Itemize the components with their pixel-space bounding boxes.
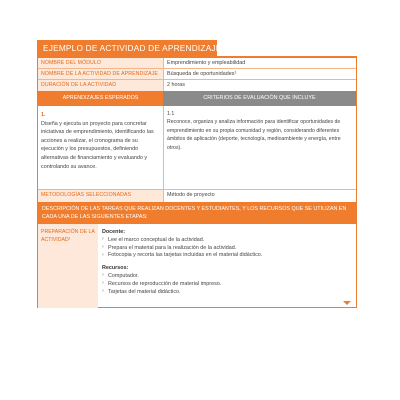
learning-number: 1. — [41, 112, 46, 118]
list-item: › Computador. — [102, 273, 352, 281]
continue-arrow-icon — [343, 301, 351, 305]
info-value: 2 horas — [163, 80, 356, 91]
preparation-label: PREPARACIÓN DE LA ACTIVIDAD¹ — [38, 224, 98, 308]
criteria-text: Reconoce, organiza y analiza información para identificar oportunidades de emprendimiento en su propia comunidad y región, considerando diferentes ámbitos de aplicación (deporte, tecnología, medioambiente y energía, entre otros). — [167, 119, 341, 151]
activity-table — [37, 56, 357, 308]
info-row-module — [38, 58, 356, 69]
docente-title: Docente: — [102, 229, 126, 235]
description-header: DESCRIPCIÓN DE LAS TAREAS QUE REALIZAN DOCENTES Y ESTUDIANTES, Y LOS RECURSOS QUE SE UTILIZAN EN CADA UNA DE LAS SIGUIENTES ETAPAS: — [38, 202, 356, 224]
info-label: NOMBRE DE LA ACTIVIDAD DE APRENDIZAJE — [38, 69, 163, 79]
criteria-number: 1.1 — [167, 111, 175, 117]
learning-criteria-row — [38, 106, 356, 189]
activity-title-tab: EJEMPLO DE ACTIVIDAD DE APRENDIZAJE — [37, 40, 217, 56]
list-item: › Prepara el material para la realización de la actividad. — [102, 245, 352, 253]
criteria-header: CRITERIOS DE EVALUACIÓN QUE INCLUYE — [163, 91, 356, 106]
methodology-value: Método de proyecto — [163, 190, 356, 202]
preparation-body — [98, 224, 356, 308]
recursos-title: Recursos: — [102, 265, 129, 272]
methodology-label: METODOLOGÍAS SELECCIONADAS — [38, 190, 163, 202]
info-label: DURACIÓN DE LA ACTIVIDAD — [38, 80, 163, 91]
list-item: › Tarjetas del material didáctico. — [102, 289, 352, 297]
evaluation-criteria — [163, 106, 356, 189]
methodology-row — [38, 189, 356, 202]
info-label: NOMBRE DEL MÓDULO — [38, 58, 163, 68]
info-value: Búsqueda de oportunidades¹ — [163, 69, 356, 79]
list-item: › Lee el marco conceptual de la actividad. — [102, 237, 352, 245]
section-header-row — [38, 91, 356, 106]
info-row-duration — [38, 80, 356, 91]
info-value: Emprendimiento y empleabilidad — [163, 58, 356, 68]
list-item: › Recursos de reproducción de material impreso. — [102, 281, 352, 289]
learning-text: Diseña y ejecuta un proyecto para concretar iniciativas de emprendimiento, identificando las acciones a realizar, el cronograma de su ejecución y los presupuestos, definiendo alternativas de financiamiento y evaluando y controlando su avance. — [41, 120, 154, 170]
learning-header: APRENDIZAJES ESPERADOS — [38, 91, 163, 106]
learning-outcome — [38, 106, 163, 189]
preparation-section — [38, 224, 356, 308]
info-row-activity — [38, 69, 356, 80]
list-item: › Fotocopia y recorta las tarjetas incluidas en el material didáctico. — [102, 252, 352, 260]
